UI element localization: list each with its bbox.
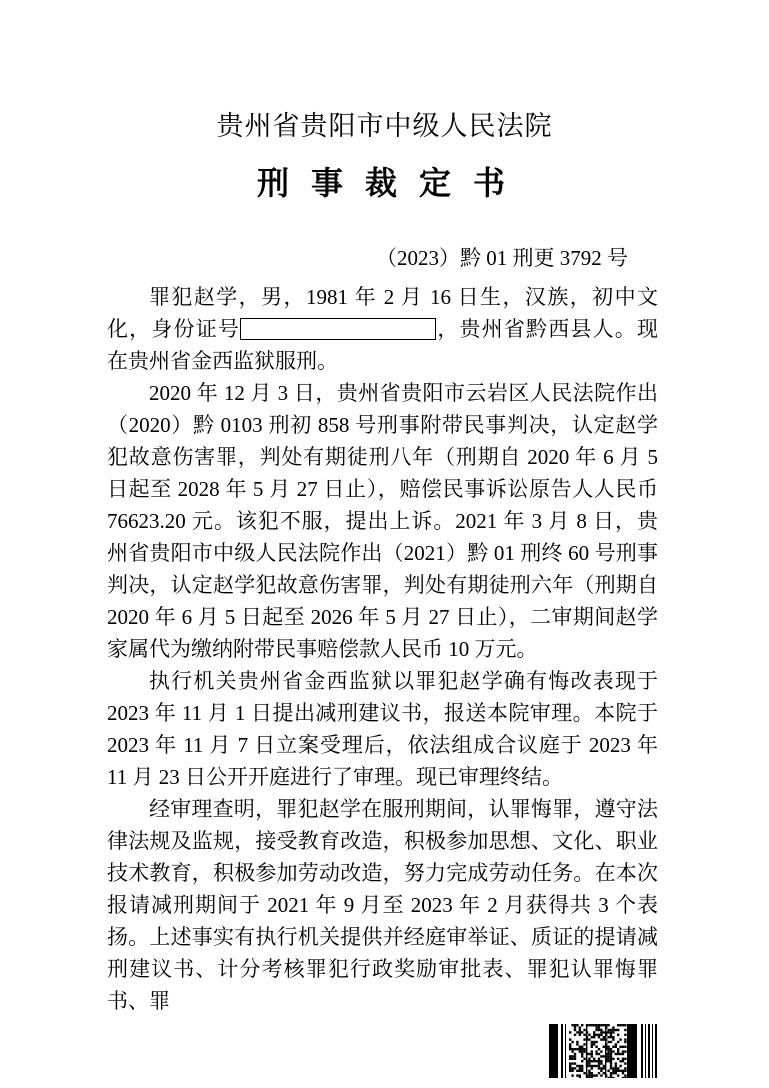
defendant-info-before-redaction: 罪犯赵学，男，1981 年 2 月 16 日生，汉族，初中文化，身份证号 (107, 285, 658, 341)
defendant-info-after-redaction: ，贵州省黔西县人。现在贵州省金西监狱服刑。 (107, 317, 658, 373)
paragraph-defendant-info (107, 281, 658, 377)
paragraph-commutation-proposal: 执行机关贵州省金西监狱以罪犯赵学确有悔改表现于 2023 年 11 月 1 日提出减刑建议书，报送本院审理。本院于 2023 年 11 月 7 日立案受理后，依法组成合议庭于 2023 年 11 月 23 日公开开庭进行了审理。现已审理终结。 (107, 669, 659, 789)
court-name-heading: 贵州省贵阳市中级人民法院 (216, 111, 553, 141)
paragraph-original-judgment: 2020 年 12 月 3 日，贵州省贵阳市云岩区人民法院作出（2020）黔 0103 刑初 858 号刑事附带民事判决，认定赵学犯故意伤害罪，判处有期徒刑八年（刑期自 2020 年 6 月 5 日起至 2028 年 5 月 27 日止），赔偿民事诉讼原告人人民币 76623.20 元。该犯不服，提出上诉。2021 年 3 月 8 日，贵州省贵阳市中级人民法院作出（2021）黔 01 刑终 60 号刑事判决，认定赵学犯故意伤害罪，判处有期徒刑六年（刑期自 2020 年 6 月 5 日起至 2026 年 5 月 27 日止），二审期间赵学家属代为缴纳附带民事赔偿款人民币 10 万元。 (107, 381, 658, 661)
paragraph-findings: 经审理查明，罪犯赵学在服刑期间，认罪悔罪，遵守法律法规及监规，接受教育改造，积极参加思想、文化、职业技术教育，积极参加劳动改造，努力完成劳动任务。在本次报请减刑期间于 2021 年 9 月至 2023 年 2 月获得共 3 个表扬。上述事实有执行机关提供并经庭审举证、质证的提请减刑建议书、计分考核罪犯行政奖励审批表、罪犯认罪悔罪书、罪 (107, 797, 658, 1013)
document-title: 刑 事 裁 定 书 (256, 165, 512, 201)
id-number-redaction-box (240, 318, 436, 340)
barcode-icon (549, 1024, 657, 1078)
document-body (107, 281, 658, 1017)
case-number: （2023）黔 01 刑更 3792 号 (376, 246, 628, 270)
